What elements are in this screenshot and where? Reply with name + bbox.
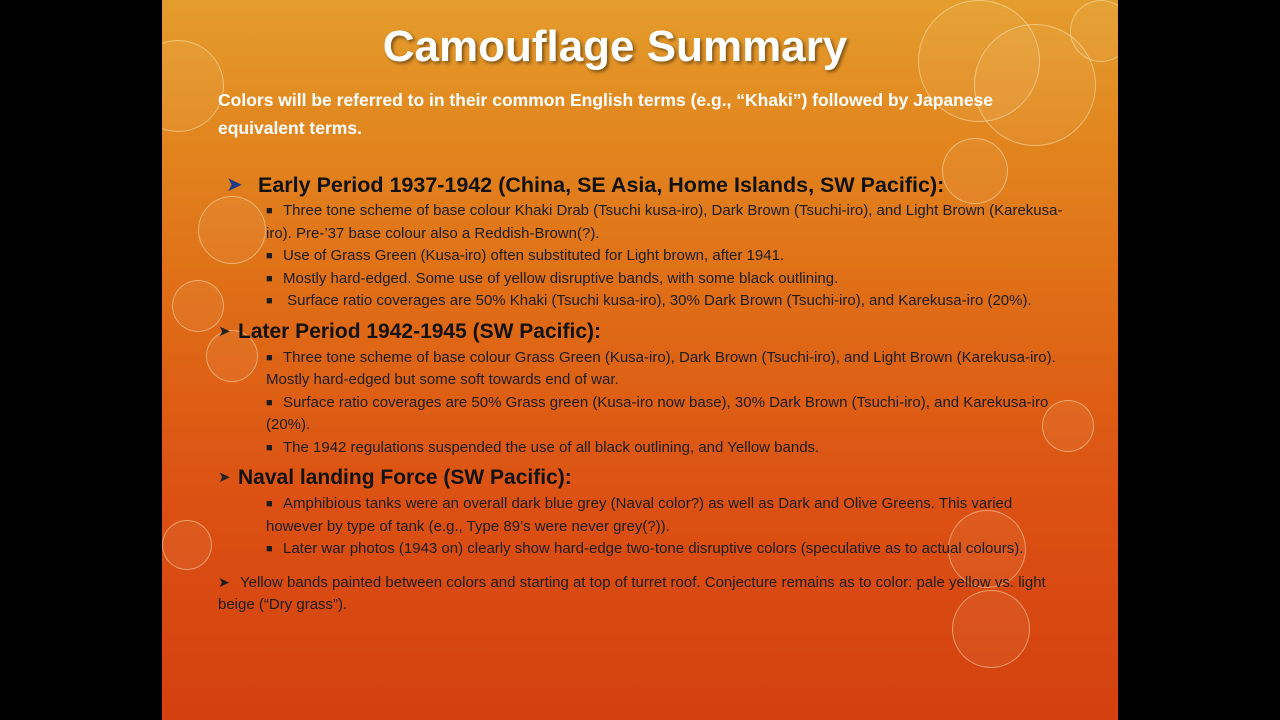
- list-item: ■ Use of Grass Green (Kusa-iro) often substituted for Light brown, after 1941.: [266, 245, 1064, 268]
- intro-text: Colors will be referred to in their common English terms (e.g., “Khaki”) followed by Japanese equivalent terms.: [218, 90, 994, 138]
- square-bullet-icon: ■: [266, 543, 273, 555]
- slide: [162, 0, 1118, 720]
- list-item: ■ Three tone scheme of base colour Grass Green (Kusa-iro), Dark Brown (Tsuchi-iro), and Light Brown (Karekusa-iro). Mostly hard-edged but some soft towards end of war.: [266, 348, 1056, 388]
- section-later-period: [218, 317, 1064, 460]
- list-item: ■ Later war photos (1943 on) clearly show hard-edge two-tone disruptive colors (speculative as to actual colours).: [266, 538, 1064, 561]
- square-bullet-icon: ■: [266, 441, 273, 454]
- section-heading: [226, 170, 1064, 200]
- square-bullet-icon: ■: [266, 272, 273, 285]
- square-bullet-icon: ■: [266, 351, 273, 364]
- decorative-circle: [162, 520, 212, 570]
- section-heading-text: Early Period 1937-1942 (China, SE Asia, Home Islands, SW Pacific):: [258, 173, 945, 197]
- square-bullet-icon: ■: [266, 250, 273, 262]
- square-bullet-icon: ■: [266, 396, 273, 409]
- slide-title: Camouflage Summary: [382, 22, 848, 71]
- arrow-bullet-icon: ➤: [218, 469, 231, 486]
- list-item: ■ Amphibious tanks were an overall dark blue grey (Naval color?) as well as Dark and Olive Greens. This varied however by type of tank (e.g., Type 89’s were never grey(?)).: [266, 495, 1013, 535]
- square-bullet-icon: ■: [266, 205, 273, 217]
- decorative-circle: [172, 280, 224, 332]
- closing-note: [218, 571, 1064, 616]
- bullet-list: [218, 200, 1064, 313]
- bullet-list: [218, 347, 1064, 460]
- arrow-bullet-icon: ➤: [226, 174, 243, 196]
- section-heading-text: Naval landing Force (SW Pacific):: [238, 466, 572, 489]
- arrow-bullet-icon: ➤: [218, 573, 230, 590]
- section-naval-landing-force: [218, 463, 1064, 561]
- arrow-bullet-icon: ➤: [218, 322, 231, 340]
- square-bullet-icon: ■: [266, 295, 273, 307]
- section-heading-text: Later Period 1942-1945 (SW Pacific):: [238, 319, 601, 343]
- bullet-list: [218, 493, 1064, 561]
- list-item: ■ Surface ratio coverages are 50% Khaki (Tsuchi kusa-iro), 30% Dark Brown (Tsuchi-iro), and Karekusa-iro (20%).: [266, 290, 1064, 313]
- section-heading: [218, 463, 1064, 493]
- content-area: [218, 170, 1064, 616]
- section-early-period: [218, 170, 1064, 313]
- list-item: ■ Three tone scheme of base colour Khaki Drab (Tsuchi kusa-iro), Dark Brown (Tsuchi-iro), and Light Brown (Karekusa-iro). Pre-’37 base colour also a Reddish-Brown(?).: [266, 202, 1063, 242]
- list-item: ■ Mostly hard-edged. Some use of yellow disruptive bands, with some black outlining.: [266, 268, 1064, 291]
- list-item: ■ The 1942 regulations suspended the use of all black outlining, and Yellow bands.: [266, 437, 1064, 460]
- closing-note-text: Yellow bands painted between colors and starting at top of turret roof. Conjecture remains as to color: pale yellow vs. light beige (“Dry grass”).: [218, 573, 1046, 613]
- square-bullet-icon: ■: [266, 498, 273, 510]
- section-heading: [218, 317, 1064, 347]
- list-item: ■ Surface ratio coverages are 50% Grass green (Kusa-iro now base), 30% Dark Brown (Tsuchi-iro), and Karekusa-iro (20%).: [266, 393, 1049, 433]
